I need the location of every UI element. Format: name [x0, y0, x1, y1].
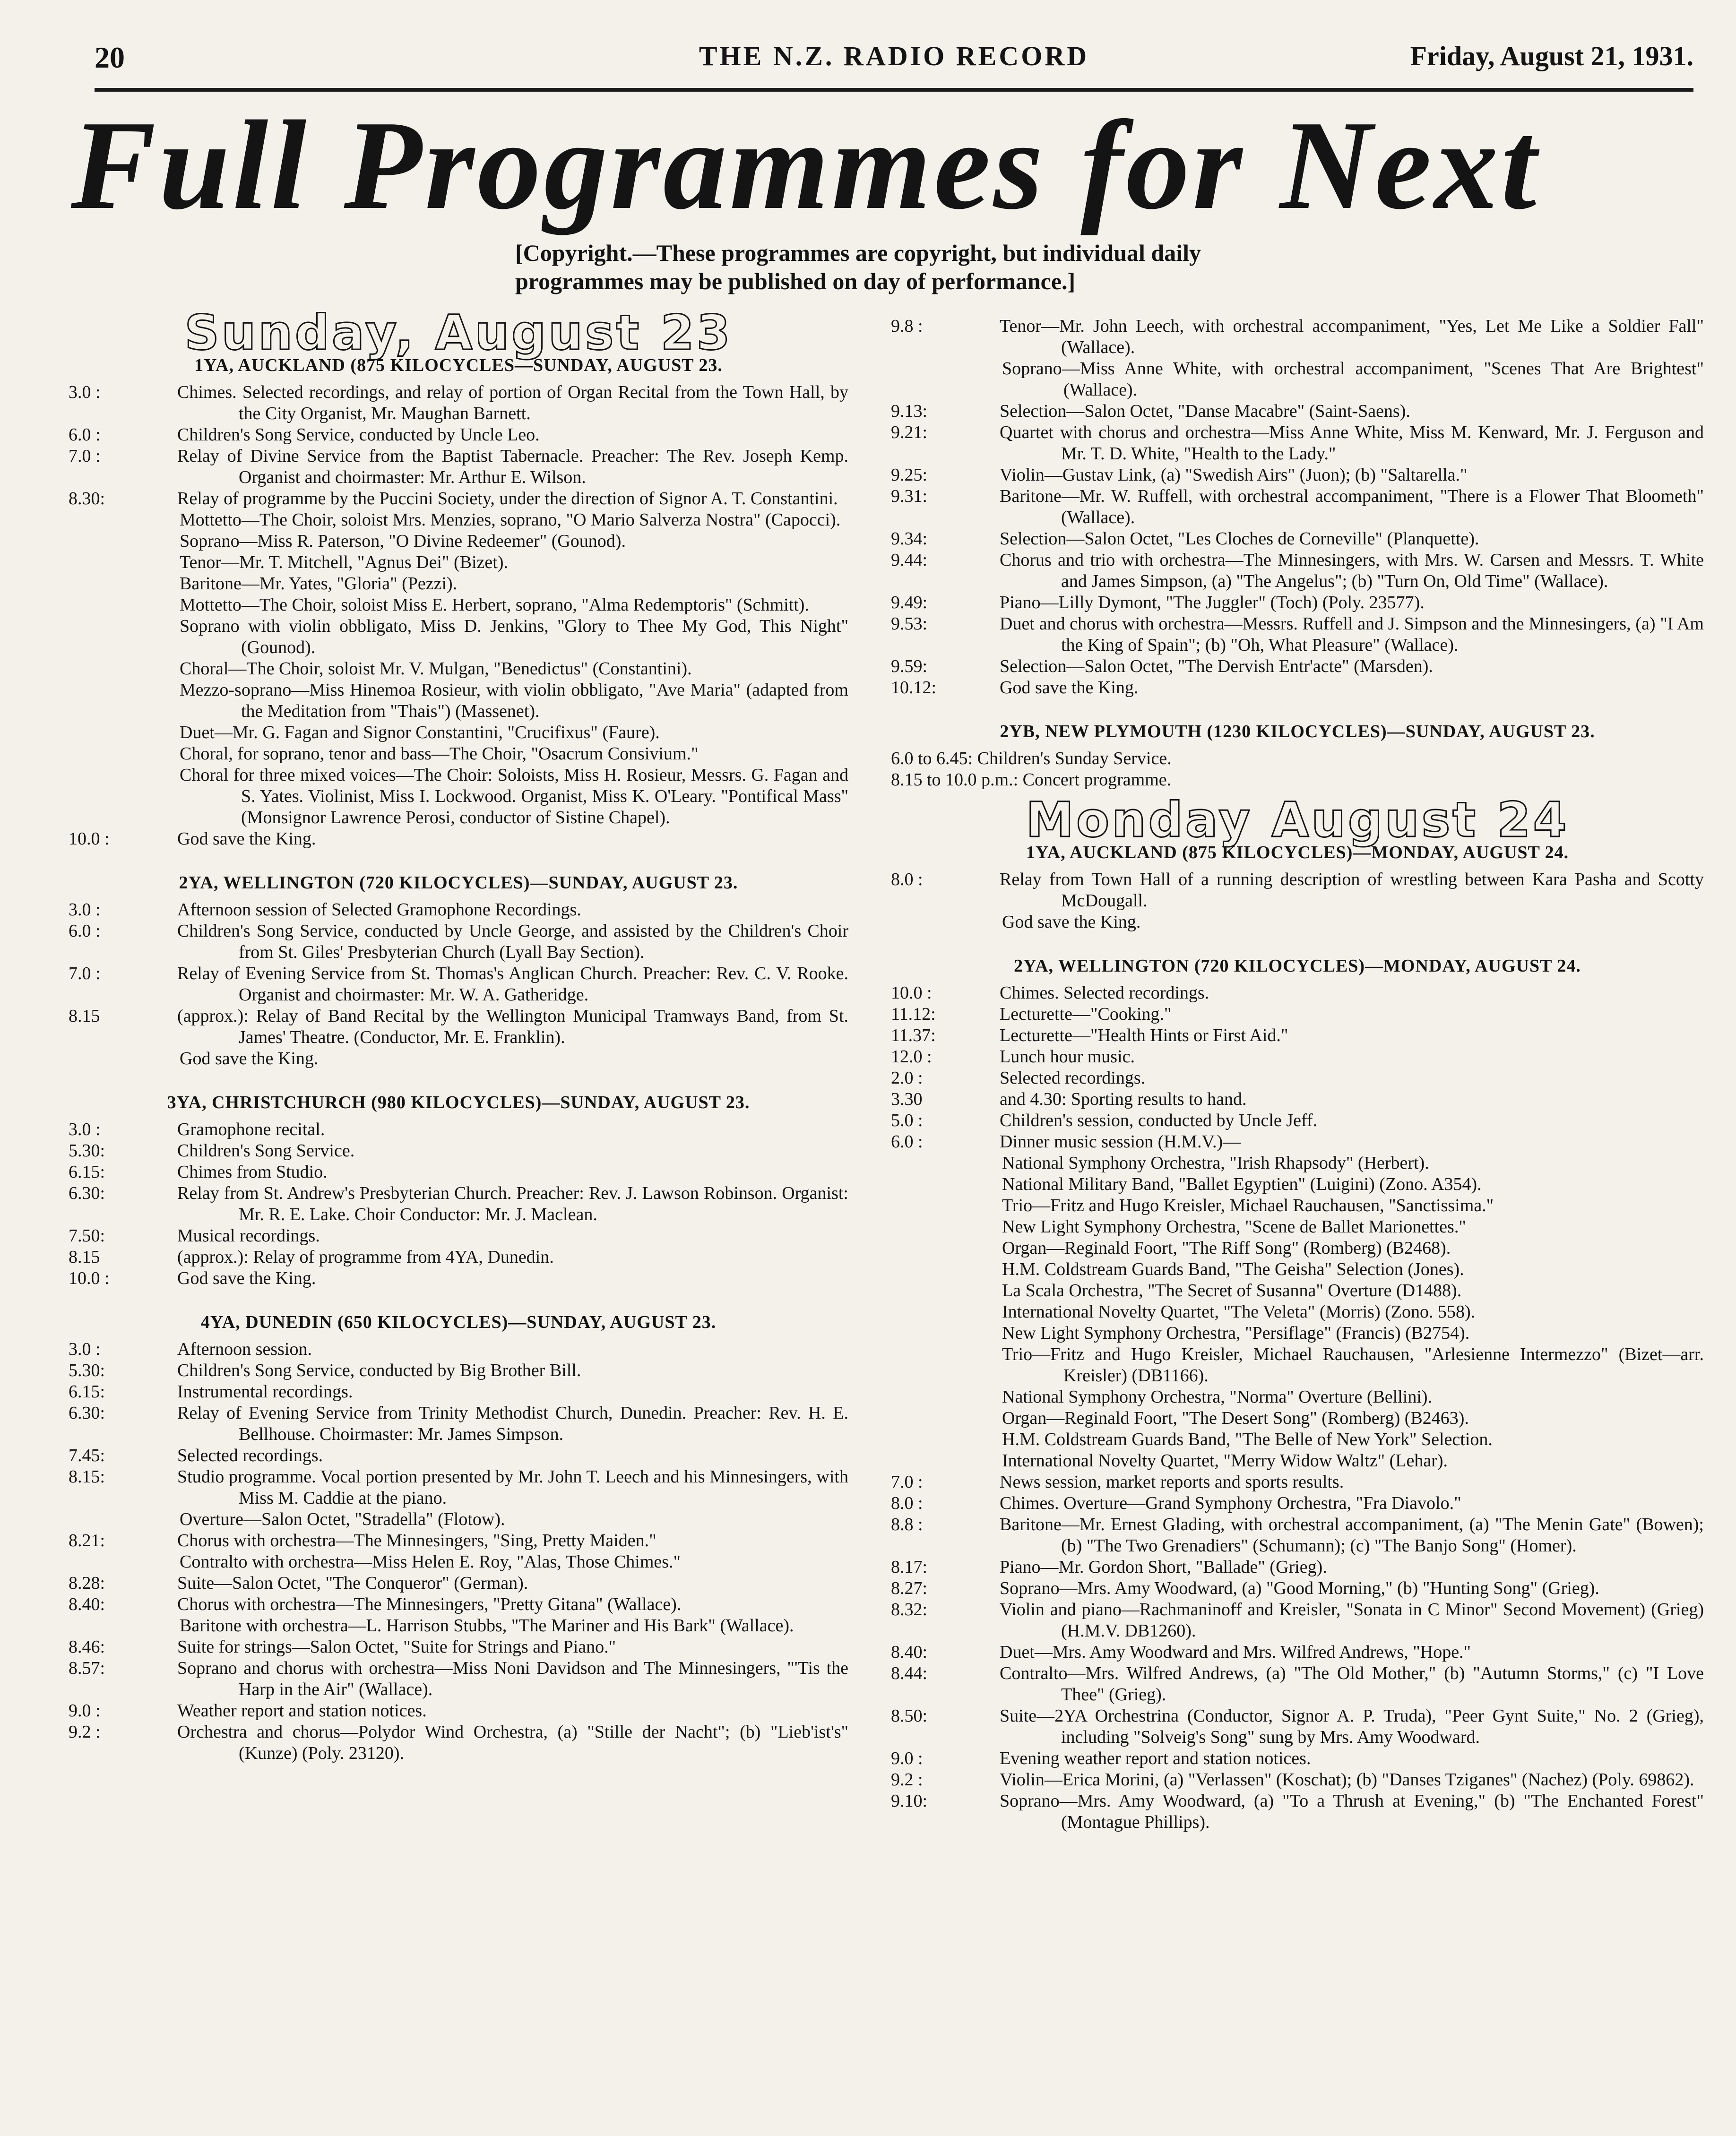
program-entry: [69, 1381, 848, 1403]
entry-time: 8.0 :: [891, 870, 923, 889]
entry-time: 11.37:: [891, 1025, 936, 1045]
dunedin-sunday-entries: [69, 1339, 848, 1509]
program-entry: [891, 316, 1704, 358]
entry-description: Children's Song Service, conducted by Big Brother Bill.: [177, 1361, 581, 1380]
sub-line: Mottetto—The Choir, soloist Miss E. Herbert, soprano, "Alma Redemptoris" (Schmitt).: [180, 595, 809, 615]
program-entry: [69, 1140, 848, 1162]
closing-line: God save the King.: [180, 1049, 319, 1068]
program-entry: [891, 1472, 1704, 1493]
program-entry: [69, 1162, 848, 1183]
entry-description: Chimes. Selected recordings, and relay of portion of Organ Recital from the Town Hall, by the City Organist, Mr. Maughan Barnett.: [177, 382, 848, 423]
entry-time: 8.46:: [69, 1637, 105, 1657]
entry-time: 7.0 :: [69, 446, 101, 466]
sub-line: National Symphony Orchestra, "Norma" Overture (Bellini).: [1002, 1387, 1433, 1407]
entry-time: 8.17:: [891, 1557, 928, 1577]
entry-description: Children's Song Service, conducted by Uncle George, and assisted by the Children's Choir from St. Giles' Presbyterian Church (Lyall Bay Section).: [177, 921, 848, 962]
entry-description: Lunch hour music.: [1000, 1047, 1135, 1067]
program-entry: [69, 1225, 848, 1247]
entry-description: Afternoon session of Selected Gramophone Recordings.: [177, 900, 581, 920]
program-entry: [891, 528, 1704, 550]
program-entry: [69, 1403, 848, 1445]
entry-time: 5.0 :: [891, 1111, 923, 1130]
program-entry: [891, 677, 1704, 698]
entry-time: 9.34:: [891, 529, 928, 549]
plain-line: 6.0 to 6.45: Children's Sunday Service.: [891, 749, 1172, 768]
wellington-monday-entries: [891, 982, 1704, 1153]
station-header-2ya-sunday: 2YA, WELLINGTON (720 KILOCYCLES)—SUNDAY, AUGUST 23.: [179, 873, 738, 893]
sub-line: Choral, for soprano, tenor and bass—The Choir, "Osacrum Consivium.": [180, 744, 699, 764]
sub-line: International Novelty Quartet, "Merry Widow Waltz" (Lehar).: [1002, 1451, 1448, 1471]
program-entry: [69, 1594, 848, 1615]
entry-description: News session, market reports and sports results.: [1000, 1472, 1344, 1492]
entry-time: 3.0 :: [69, 1339, 101, 1359]
entry-time: 9.49:: [891, 593, 928, 612]
entry-description: Piano—Lilly Dymont, "The Juggler" (Toch) (Poly. 23577).: [1000, 593, 1425, 612]
station-header-1ya-sunday: 1YA, AUCKLAND (875 KILOCYCLES—SUNDAY, AUGUST 23.: [194, 355, 723, 375]
entry-description: Suite for strings—Salon Octet, "Suite for Strings and Piano.": [177, 1637, 616, 1657]
program-entry: [891, 422, 1704, 465]
sub-line: Choral for three mixed voices—The Choir: Soloists, Miss H. Rosieur, Messrs. G. Fagan and S. Yates. Violinist, Miss I. Lockwood. Organist, Miss K. O'Leary. "Pontifical Mass" (Monsignor Lawrence Perosi, conductor of Sistine Chapel).: [180, 765, 848, 827]
entry-time: 11.12:: [891, 1004, 936, 1024]
entry-description: Musical recordings.: [177, 1226, 320, 1246]
entry-time: 9.0 :: [69, 1701, 101, 1721]
program-entry: [891, 1131, 1704, 1153]
right-column: [891, 316, 1704, 1833]
auckland-monday-entries: [891, 869, 1704, 912]
sub-line: National Symphony Orchestra, "Irish Rhapsody" (Herbert).: [1002, 1153, 1429, 1173]
entry-time: 9.44:: [891, 550, 928, 570]
entry-time: 9.0 :: [891, 1748, 923, 1768]
program-entry: [891, 1493, 1704, 1514]
entry-description: Relay of Divine Service from the Baptist Tabernacle. Preacher: The Rev. Joseph Kemp. Organist and choirmaster: Mr. Arthur E. Wilson.: [177, 446, 848, 487]
sub-line: New Light Symphony Orchestra, "Persiflage" (Francis) (B2754).: [1002, 1323, 1470, 1343]
entry-description: Soprano—Mrs. Amy Woodward, (a) "To a Thrush at Evening," (b) "The Enchanted Forest" (Montague Phillips).: [1000, 1791, 1704, 1832]
program-entry: [891, 1004, 1704, 1025]
program-entry: [891, 1068, 1704, 1089]
program-entry: [69, 1466, 848, 1509]
station-header-4ya-sunday: 4YA, DUNEDIN (650 KILOCYCLES)—SUNDAY, AUGUST 23.: [200, 1312, 717, 1332]
program-entry: [891, 1089, 1704, 1110]
program-entry: [891, 1110, 1704, 1131]
entry-description: Relay of programme by the Puccini Society, under the direction of Signor A. T. Constantini.: [177, 489, 838, 508]
dunedin-cont-entries: [891, 316, 1704, 358]
entry-description: Weather report and station notices.: [177, 1701, 427, 1721]
sub-line: H.M. Coldstream Guards Band, "The Belle of New York" Selection.: [1002, 1430, 1493, 1449]
program-entry: [69, 1119, 848, 1140]
entry-description: Selected recordings.: [177, 1446, 323, 1465]
entry-description: Selection—Salon Octet, "The Dervish Entr'acte" (Marsden).: [1000, 656, 1433, 676]
sub-line: Soprano with violin obbligato, Miss D. Jenkins, "Glory to Thee My God, This Night" (Gounod).: [180, 616, 848, 657]
entry-description: Suite—2YA Orchestrina (Conductor, Signor A. P. Truda), "Peer Gynt Suite," No. 2 (Grieg), including "Solveig's Song" sung by Mrs. Amy Woodward.: [1000, 1706, 1704, 1747]
sub-line: La Scala Orchestra, "The Secret of Susanna" Overture (D1488).: [1002, 1281, 1462, 1301]
entry-description: Duet and chorus with orchestra—Messrs. Ruffell and J. Simpson and the Minnesingers, (a) "I Am the King of Spain"; (b) "Oh, What Pleasure" (Wallace).: [1000, 614, 1704, 655]
entry-description: Studio programme. Vocal portion presented by Mr. John T. Leech and his Minnesingers, with Miss M. Caddie at the piano.: [177, 1467, 848, 1508]
entry-description: Chimes. Selected recordings.: [1000, 983, 1209, 1003]
entry-description: Baritone—Mr. W. Ruffell, with orchestral accompaniment, "There is a Flower That Bloometh" (Wallace).: [1000, 486, 1704, 527]
dunedin-cont-entries-2: [891, 401, 1704, 698]
entry-time: 2.0 :: [891, 1068, 923, 1088]
entry-time: 9.31:: [891, 486, 928, 506]
entry-description: Chorus with orchestra—The Minnesingers, "Pretty Gitana" (Wallace).: [177, 1594, 682, 1614]
entry-description: Chorus and trio with orchestra—The Minnesingers, with Mrs. W. Carsen and Messrs. T. White and James Simpson, (a) "The Angelus"; (b) "Turn On, Old Time" (Wallace).: [1000, 550, 1704, 591]
program-entry: [891, 1578, 1704, 1599]
entry-description: (approx.): Relay of programme from 4YA, Dunedin.: [177, 1247, 554, 1267]
sub-line: Contralto with orchestra—Miss Helen E. Roy, "Alas, Those Chimes.": [180, 1552, 681, 1572]
program-entry: [891, 1642, 1704, 1663]
entry-time: 7.50:: [69, 1226, 105, 1246]
entry-description: Instrumental recordings.: [177, 1382, 353, 1402]
program-entry: [891, 1025, 1704, 1046]
entry-time: 9.53:: [891, 614, 928, 634]
station-header-3ya-sunday: 3YA, CHRISTCHURCH (980 KILOCYCLES)—SUNDAY, AUGUST 23.: [167, 1093, 750, 1112]
program-entry: [69, 1573, 848, 1594]
sub-line: Baritone with orchestra—L. Harrison Stubbs, "The Mariner and His Bark" (Wallace).: [180, 1616, 794, 1636]
entry-time: 8.32:: [891, 1600, 928, 1619]
entry-description: God save the King.: [177, 1268, 316, 1288]
program-entry: [891, 1705, 1704, 1748]
entry-description: Contralto—Mrs. Wilfred Andrews, (a) "The Old Mother," (b) "Autumn Storms," (c) "I Love Thee" (Grieg).: [1000, 1663, 1704, 1705]
sub-line: National Military Band, "Ballet Egyptien" (Luigini) (Zono. A354).: [1002, 1174, 1482, 1194]
sub-line: International Novelty Quartet, "The Veleta" (Morris) (Zono. 558).: [1002, 1302, 1476, 1322]
entry-time: 9.8 :: [891, 316, 923, 336]
entry-time: 3.0 :: [69, 900, 101, 920]
entry-description: Children's Song Service, conducted by Uncle Leo.: [177, 425, 540, 445]
closing-line: God save the King.: [1002, 912, 1141, 932]
entry-description: Soprano—Mrs. Amy Woodward, (a) "Good Morning," (b) "Hunting Song" (Grieg).: [1000, 1578, 1599, 1598]
sub-line: Mottetto—The Choir, soloist Mrs. Menzies, soprano, "O Mario Salverza Nostra" (Capocci).: [180, 510, 841, 530]
entry-time: 8.50:: [891, 1706, 928, 1726]
program-entry: [891, 1557, 1704, 1578]
program-entry: [69, 1722, 848, 1764]
entry-time: 10.0 :: [69, 1268, 110, 1288]
copyright-notice: [Copyright.—These programmes are copyright, but individual daily programmes may be published on day of performance.]: [515, 240, 1201, 294]
station-header-2yb-sunday: 2YB, NEW PLYMOUTH (1230 KILOCYCLES)—SUNDAY, AUGUST 23.: [1000, 722, 1595, 741]
entry-time: 10.12:: [891, 678, 937, 698]
program-entry: [69, 424, 848, 446]
entry-description: Suite—Salon Octet, "The Conqueror" (German).: [177, 1573, 528, 1593]
sub-line: Organ—Reginald Foort, "The Desert Song" (Romberg) (B2463).: [1002, 1408, 1469, 1428]
entry-time: 6.15:: [69, 1382, 105, 1402]
auckland-sunday-lines: [69, 509, 848, 828]
program-entry: [891, 486, 1704, 528]
program-entry: [69, 1247, 848, 1268]
entry-description: Violin—Gustav Link, (a) "Swedish Airs" (Juon); (b) "Saltarella.": [1000, 465, 1468, 485]
entry-time: 6.30:: [69, 1183, 105, 1203]
header-rule: [95, 88, 1693, 92]
entry-time: 6.30:: [69, 1403, 105, 1423]
entry-description: God save the King.: [1000, 678, 1139, 698]
entry-description: Children's session, conducted by Uncle Jeff.: [1000, 1111, 1318, 1130]
monday-title: Monday August 24: [1026, 792, 1569, 848]
sub-line: Trio—Fritz and Hugo Kreisler, Michael Rauchausen, "Sanctissima.": [1002, 1196, 1494, 1215]
program-entry: [69, 1268, 848, 1289]
program-entry: [69, 1700, 848, 1722]
entry-description: Duet—Mrs. Amy Woodward and Mrs. Wilfred Andrews, "Hope.": [1000, 1642, 1471, 1662]
publication-title: THE N.Z. RADIO RECORD: [699, 41, 1089, 71]
sub-line: Mezzo-soprano—Miss Hinemoa Rosieur, with violin obbligato, "Ave Maria" (adapted from the Meditation from "Thais") (Massenet).: [180, 680, 848, 721]
entry-time: 8.8 :: [891, 1515, 923, 1534]
program-entry: [69, 963, 848, 1006]
entry-description: Children's Song Service.: [177, 1141, 355, 1161]
program-entry: [69, 446, 848, 488]
program-entry: [69, 1339, 848, 1360]
entry-time: 8.15: [69, 1247, 100, 1267]
entry-time: 9.2 :: [891, 1770, 923, 1790]
entry-time: 3.0 :: [69, 1120, 101, 1139]
sunday-title: Sunday, August 23: [184, 305, 733, 361]
entry-time: 8.40:: [891, 1642, 928, 1662]
entry-description: Selection—Salon Octet, "Danse Macabre" (Saint-Saens).: [1000, 401, 1410, 421]
entry-time: 8.15: [69, 1006, 100, 1026]
page-header: [95, 40, 1693, 92]
entry-description: and 4.30: Sporting results to hand.: [1000, 1089, 1247, 1109]
entry-time: 10.0 :: [891, 983, 932, 1003]
headline: Full Programmes for Next: [71, 95, 1539, 236]
entry-time: 7.45:: [69, 1446, 105, 1465]
station-header-1ya-monday: 1YA, AUCKLAND (875 KILOCYCLES)—MONDAY, AUGUST 24.: [1026, 843, 1569, 862]
entry-description: Lecturette—"Cooking.": [1000, 1004, 1172, 1024]
entry-time: 9.10:: [891, 1791, 928, 1811]
entry-time: 3.0 :: [69, 382, 101, 402]
entry-time: 9.21:: [891, 422, 928, 442]
program-entry: [891, 1599, 1704, 1642]
entry-description: Chimes. Overture—Grand Symphony Orchestra, "Fra Diavolo.": [1000, 1493, 1461, 1513]
program-entry: [69, 828, 848, 850]
dinner-music-list: [891, 1153, 1704, 1472]
program-entry: [891, 1514, 1704, 1557]
entry-time: 3.30: [891, 1089, 923, 1109]
entry-description: Soprano and chorus with orchestra—Miss Noni Davidson and The Minnesingers, "'Tis the Harp in the Air" (Wallace).: [177, 1658, 848, 1699]
entry-time: 8.44:: [891, 1663, 928, 1683]
entry-description: Violin—Erica Morini, (a) "Verlassen" (Koschat); (b) "Danses Tziganes" (Nachez) (Poly. 69862).: [1000, 1770, 1694, 1790]
entry-time: 8.28:: [69, 1573, 105, 1593]
station-header-2ya-monday: 2YA, WELLINGTON (720 KILOCYCLES)—MONDAY, AUGUST 24.: [1014, 956, 1581, 976]
program-entry: [69, 1360, 848, 1381]
entry-time: 6.0 :: [891, 1132, 923, 1152]
entry-description: Chorus with orchestra—The Minnesingers, "Sing, Pretty Maiden.": [177, 1531, 656, 1550]
wellington-monday-entries-2: [891, 1472, 1704, 1833]
program-entry: [69, 921, 848, 963]
entry-time: 12.0 :: [891, 1047, 932, 1067]
program-entry: [69, 1006, 848, 1048]
program-entry: [891, 1769, 1704, 1791]
program-entry: [891, 1046, 1704, 1068]
entry-description: Afternoon session.: [177, 1339, 312, 1359]
program-entry: [69, 1636, 848, 1658]
dunedin-sunday-entries-3: [69, 1573, 848, 1615]
sub-line: H.M. Coldstream Guards Band, "The Geisha" Selection (Jones).: [1002, 1259, 1464, 1279]
entry-description: Orchestra and chorus—Polydor Wind Orchestra, (a) "Stille der Nacht"; (b) "Lieb'ist's" (Kunze) (Poly. 23120).: [177, 1722, 848, 1763]
new-plymouth-lines: [891, 748, 1704, 791]
sub-line: Baritone—Mr. Yates, "Gloria" (Pezzi).: [180, 574, 458, 594]
entry-time: 5.30:: [69, 1141, 105, 1161]
program-entry: [891, 465, 1704, 486]
christchurch-sunday-entries: [69, 1119, 848, 1289]
sub-line: Duet—Mr. G. Fagan and Signor Constantini, "Crucifixus" (Faure).: [180, 723, 660, 742]
program-entry: [69, 382, 848, 424]
entry-description: Piano—Mr. Gordon Short, "Ballade" (Grieg).: [1000, 1557, 1327, 1577]
entry-time: 8.57:: [69, 1658, 105, 1678]
entry-description: Gramophone recital.: [177, 1120, 325, 1139]
program-entry: [891, 1663, 1704, 1705]
dunedin-sunday-entries-2: [69, 1530, 848, 1551]
program-entry: [69, 488, 848, 509]
entry-description: Relay from Town Hall of a running description of wrestling between Kara Pasha and Scotty McDougall.: [1000, 870, 1704, 911]
entry-time: 9.25:: [891, 465, 928, 485]
entry-description: Chimes from Studio.: [177, 1162, 328, 1182]
sub-line: Tenor—Mr. T. Mitchell, "Agnus Dei" (Bizet).: [180, 552, 509, 572]
entry-description: Selected recordings.: [1000, 1068, 1146, 1088]
entry-time: 6.15:: [69, 1162, 105, 1182]
wellington-sunday-entries: [69, 899, 848, 1048]
entry-time: 8.21:: [69, 1531, 105, 1550]
entry-time: 9.59:: [891, 656, 928, 676]
left-column: [69, 305, 848, 1764]
sub-line: Choral—The Choir, soloist Mr. V. Mulgan, "Benedictus" (Constantini).: [180, 659, 692, 679]
entry-description: Relay of Evening Service from St. Thomas's Anglican Church. Preacher: Rev. C. V. Rooke. Organist and choirmaster: Mr. W. A. Gatheridge.: [177, 964, 848, 1005]
program-entry: [891, 869, 1704, 912]
entry-time: 7.0 :: [891, 1472, 923, 1492]
entry-description: Relay of Evening Service from Trinity Methodist Church, Dunedin. Preacher: Rev. H. E. Bellhouse. Choirmaster: Mr. James Simpson.: [177, 1403, 848, 1444]
plain-line: 8.15 to 10.0 p.m.: Concert programme.: [891, 770, 1172, 790]
program-entry: [891, 1748, 1704, 1769]
entry-description: Baritone—Mr. Ernest Glading, with orchestral accompaniment, (a) "The Menin Gate" (Bowen); (b) "The Two Grenadiers" (Schumann); (c) "The Banjo Song" (Homer).: [1000, 1515, 1704, 1556]
sub-line: Soprano—Miss R. Paterson, "O Divine Redeemer" (Gounod).: [180, 531, 626, 551]
entry-time: 8.30:: [69, 489, 105, 508]
entry-description: (approx.): Relay of Band Recital by the Wellington Municipal Tramways Band, from St. James' Theatre. (Conductor, Mr. E. Franklin).: [177, 1006, 848, 1047]
program-entry: [69, 1445, 848, 1466]
entry-time: 8.40:: [69, 1594, 105, 1614]
program-entry: [891, 982, 1704, 1004]
program-entry: [69, 1530, 848, 1551]
entry-time: 8.15:: [69, 1467, 105, 1487]
entry-time: 7.0 :: [69, 964, 101, 983]
entry-time: 9.13:: [891, 401, 928, 421]
program-entry: [891, 592, 1704, 613]
program-entry: [69, 1658, 848, 1700]
entry-description: Relay from St. Andrew's Presbyterian Church. Preacher: Rev. J. Lawson Robinson. Organist: Mr. R. E. Lake. Choir Conductor: Mr. J. Maclean.: [177, 1183, 848, 1224]
program-entry: [891, 1791, 1704, 1833]
entry-time: 6.0 :: [69, 425, 101, 445]
sub-line: Soprano—Miss Anne White, with orchestral accompaniment, "Scenes That Are Brightest" (Wallace).: [1002, 359, 1704, 400]
entry-time: 6.0 :: [69, 921, 101, 941]
entry-description: God save the King.: [177, 829, 316, 849]
sub-line: Trio—Fritz and Hugo Kreisler, Michael Rauchausen, "Arlesienne Intermezzo" (Bizet—arr. Kreisler) (DB1166).: [1002, 1344, 1704, 1386]
entry-description: Evening weather report and station notices.: [1000, 1748, 1311, 1768]
entry-description: Lecturette—"Health Hints or First Aid.": [1000, 1025, 1288, 1045]
sub-line: New Light Symphony Orchestra, "Scene de Ballet Marionettes.": [1002, 1217, 1466, 1237]
program-entry: [891, 550, 1704, 592]
entry-time: 10.0 :: [69, 829, 110, 849]
program-entry: [69, 1183, 848, 1225]
issue-date: Friday, August 21, 1931.: [1410, 41, 1693, 71]
program-entry: [891, 401, 1704, 422]
program-entry: [891, 656, 1704, 677]
entry-time: 8.0 :: [891, 1493, 923, 1513]
entry-time: 9.2 :: [69, 1722, 101, 1742]
entry-description: Quartet with chorus and orchestra—Miss Anne White, Miss M. Kenward, Mr. J. Ferguson and Mr. T. D. White, "Health to the Lady.": [1000, 422, 1704, 464]
entry-time: 5.30:: [69, 1361, 105, 1380]
entry-description: Selection—Salon Octet, "Les Cloches de Corneville" (Planquette).: [1000, 529, 1479, 549]
sub-line: Overture—Salon Octet, "Stradella" (Flotow).: [180, 1509, 505, 1529]
auckland-sunday-entries: [69, 382, 848, 509]
sub-line: Organ—Reginald Foort, "The Riff Song" (Romberg) (B2468).: [1002, 1238, 1451, 1258]
entry-time: 8.27:: [891, 1578, 928, 1598]
program-entry: [69, 899, 848, 921]
dunedin-sunday-entries-4: [69, 1636, 848, 1764]
entry-description: Dinner music session (H.M.V.)—: [1000, 1132, 1241, 1152]
program-entry: [891, 613, 1704, 656]
entry-description: Violin and piano—Rachmaninoff and Kreisler, "Sonata in C Minor" Second Movement) (Grieg) (H.M.V. DB1260).: [1000, 1600, 1704, 1641]
entry-description: Tenor—Mr. John Leech, with orchestral accompaniment, "Yes, Let Me Like a Soldier Fall" (Wallace).: [1000, 316, 1704, 357]
page-number: 20: [95, 41, 125, 74]
